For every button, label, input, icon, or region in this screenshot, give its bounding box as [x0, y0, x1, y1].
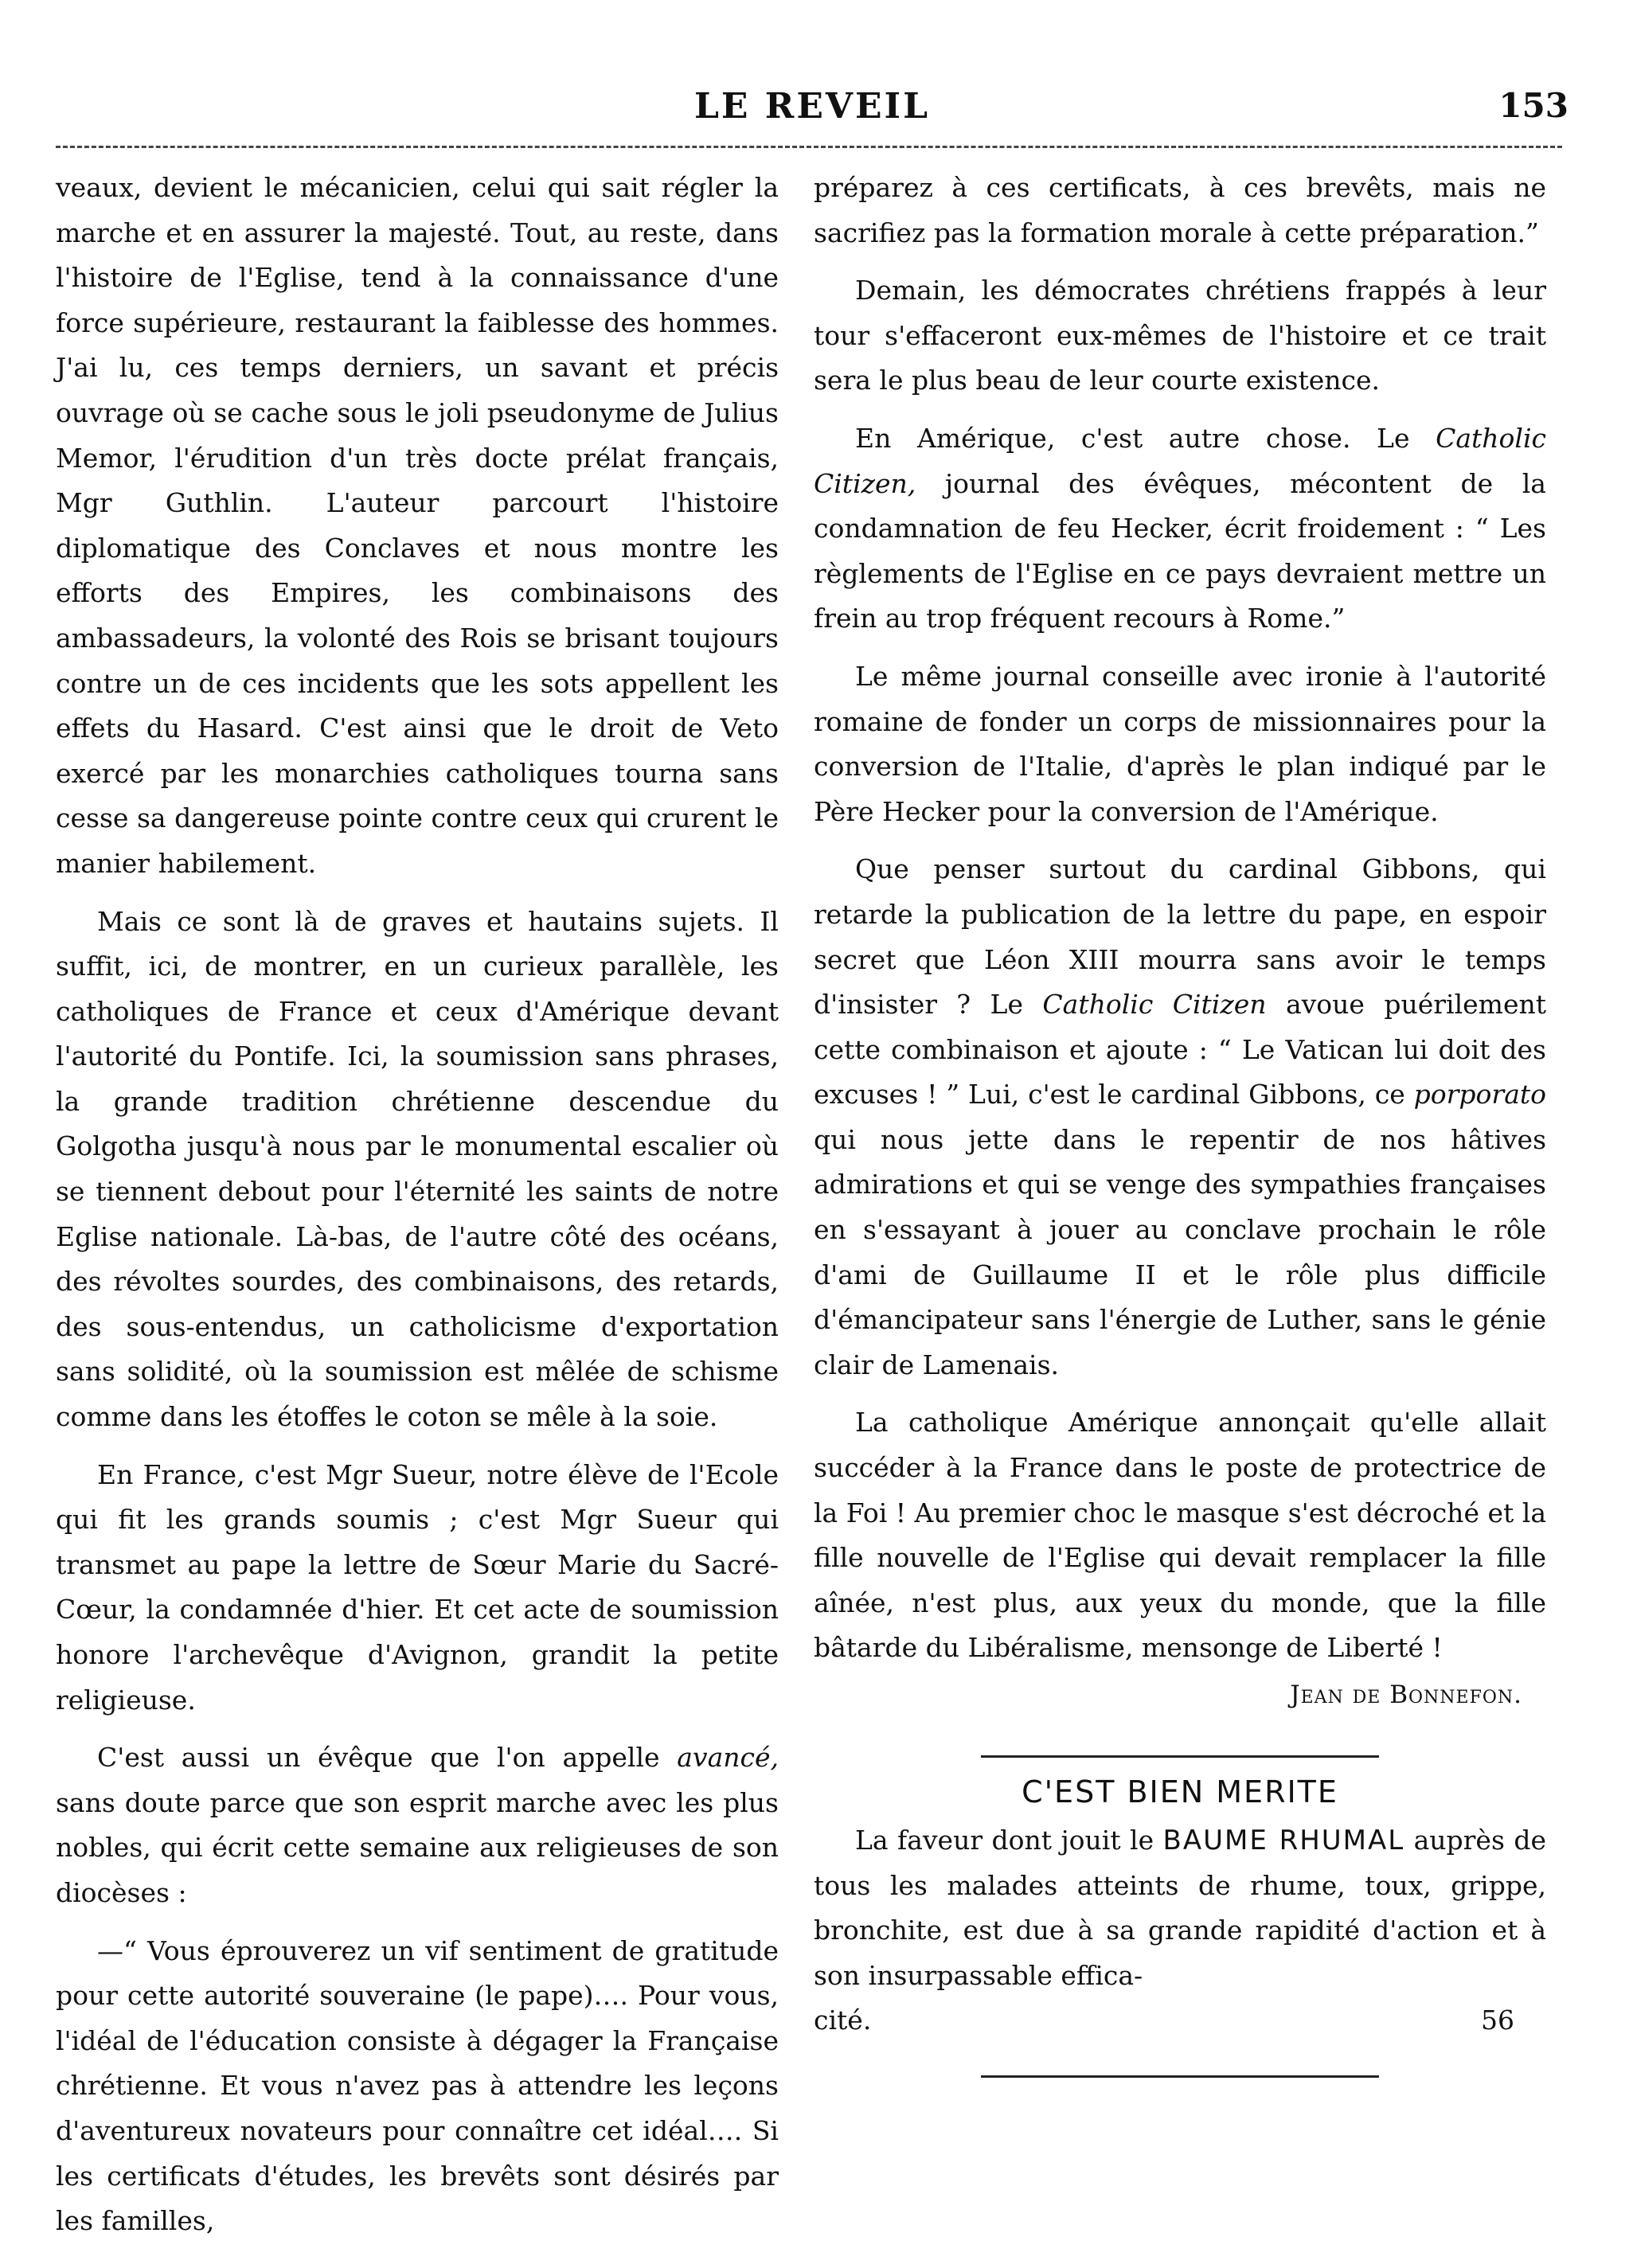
header-rule: [56, 146, 1562, 148]
right-paragraph-3: [814, 416, 1546, 642]
right-paragraph-2: Demain, les démocrates chrétiens frappés à leur tour s'effaceront eux-mêmes de l'histoire et ce trait sera le plus beau de leur courte existence.: [814, 275, 1546, 396]
notice-title: C'EST BIEN MERITE: [1022, 1774, 1338, 1809]
notice-bottom-rule: [981, 2075, 1379, 2078]
left-paragraph-2: Mais ce sont là de graves et hautains sujets. Il suffit, ici, de montrer, en un curieux parallèle, les catholiques de France et ceux d'Amérique devant l'autorité du Pontife. Ici, la soumission sans phrases, la grande tradition chrétienne descendue du Golgotha jusqu'à nous par le monumental escalier où se tiennent debout pour l'éternité les saints de notre Eglise nationale. Là-bas, de l'autre côté des océans, des révoltes sourdes, des combinaisons, des retards, des sous-entendus, un catholicisme d'exportation sans solidité, où la soumission est mêlée de schisme comme dans les étoffes le coton se mêle à la soie.: [56, 905, 779, 1433]
right-paragraph-6: La catholique Amérique annonçait qu'elle allait succéder à la France dans le poste de protectrice de la Foi ! Au premier choc le masque s'est décroché et la fille nouvelle de l'Eglise qui devait remplacer la fille aînée, n'est plus, aux yeux du monde, que la fille bâtarde du Libéralisme, mensonge de Liberté !: [814, 1407, 1546, 1664]
right-paragraph-3-text-a: En Amérique, c'est autre chose. Le: [855, 422, 1436, 454]
left-paragraph-4-italic: avancé,: [677, 1742, 779, 1774]
notice-body: [814, 1818, 1546, 1998]
right-paragraph-1: préparez à ces certificats, à ces brevêts, mais ne sacrifiez pas la formation morale à cette préparation.”: [814, 172, 1546, 248]
left-paragraph-3: En France, c'est Mgr Sueur, notre élève de l'Ecole qui fit les grands soumis ; c'est Mgr Sueur qui transmet au pape la lettre de Sœur Marie du Sacré-Cœur, la condamnée d'hier. Et cet acte de soumission honore l'archevêque d'Avignon, grandit la petite religieuse.: [56, 1458, 779, 1716]
page-number: 153: [1498, 86, 1569, 125]
notice-last-line: [814, 1998, 1546, 2044]
notice-number: 56: [1481, 2005, 1514, 2036]
notice-body-text-b: auprès de tous les malades atteints de rhume, toux, grippe, bronchite, est due à sa grande rapidité d'action et à son insurpassable effica-: [814, 1825, 1546, 1991]
left-column: [56, 166, 779, 2244]
left-paragraph-4: [56, 1735, 779, 1915]
notice-last-word: cité.: [814, 2005, 872, 2036]
right-column: [814, 166, 1546, 2078]
right-paragraph-5-text-b: avoue puérilement cette combinaison et ajoute : “ Le Vatican lui doit des excuses ! ” Lui, c'est le cardinal Gibbons, ce: [814, 989, 1546, 1111]
running-head: [56, 86, 1569, 134]
right-paragraph-3-text-b: journal des évêques, mécontent de la condamnation de feu Hecker, écrit froidement : “ Les règlements de l'Eglise en ce pays devraient mettre un frein au trop fréquent recours à Rome.”: [814, 467, 1546, 634]
left-paragraph-4-text-b: sans doute parce que son esprit marche avec les plus nobles, qui écrit cette semaine aux religieuses de son diocèses :: [56, 1786, 779, 1908]
left-paragraph-4-text-a: C'est aussi un évêque que l'on appelle: [97, 1742, 678, 1774]
right-paragraph-5-text-a: Que penser surtout du cardinal Gibbons, qui retarde la publication de la lettre du pape, en espoir secret que Léon XIII mourra sans avoir le temps d'insister ? Le: [814, 853, 1546, 1021]
right-paragraph-4: Le même journal conseille avec ironie à l'autorité romaine de fonder un corps de missionnaires pour la conversion de l'Italie, d'après le plan indiqué par le Père Hecker pour la conversion de l'Amérique.: [814, 660, 1546, 827]
left-paragraph-5: —“ Vous éprouverez un vif sentiment de gratitude pour cette autorité souveraine (le pape)…. Pour vous, l'idéal de l'éducation consiste à dégager la Française chrétienne. Et vous n'avez pas à attendre les leçons d'aventureux novateurs pour connaître cet idéal…. Si les certificats d'études, les brevêts sont désirés par les familles,: [56, 1934, 779, 2237]
right-paragraph-5-italic-1: Catholic Citizen: [1042, 989, 1267, 1021]
notice-top-rule: [981, 1755, 1379, 1758]
journal-title: LE REVEIL: [693, 86, 931, 127]
left-paragraph-1: veaux, devient le mécanicien, celui qui sait régler la marche et en assurer la majesté. Tout, au reste, dans l'histoire de l'Eglise, tend à la connaissance d'une force supérieure, restaurant la faiblesse des hommes. J'ai lu, ces temps derniers, un savant et précis ouvrage où se cache sous le joli pseudonyme de Julius Memor, l'érudition d'un très docte prélat français, Mgr Guthlin. L'auteur parcourt l'histoire diplomatique des Conclaves et nous montre les efforts des Empires, les combinaisons des ambassadeurs, la volonté des Rois se brisant toujours contre un de ces incidents que les sots appellent les effets du Hasard. C'est ainsi que le droit de Veto exercé par les monarchies catholiques tourna sans cesse sa dangereuse pointe contre ceux qui crurent le manier habilement.: [56, 172, 779, 879]
right-paragraph-5: [814, 847, 1546, 1388]
author-signature: Jean de Bonnefon.: [1290, 1681, 1522, 1709]
notice-product-name: BAUME RHUMAL: [1162, 1825, 1405, 1856]
right-paragraph-5-text-c: qui nous jette dans le repentir de nos hâtives admirations et qui se venge des sympathies françaises en s'essayant à jouer au conclave prochain le rôle d'ami de Guillaume II et le rôle plus difficile d'émancipateur sans l'énergie de Luther, sans le génie clair de Lamenais.: [814, 1123, 1546, 1380]
right-paragraph-5-italic-2: porporato: [1413, 1079, 1546, 1111]
notice-body-text-a: La faveur dont jouit le: [855, 1825, 1163, 1856]
right-paragraph-3-italic: Catholic Citizen,: [814, 422, 1546, 499]
